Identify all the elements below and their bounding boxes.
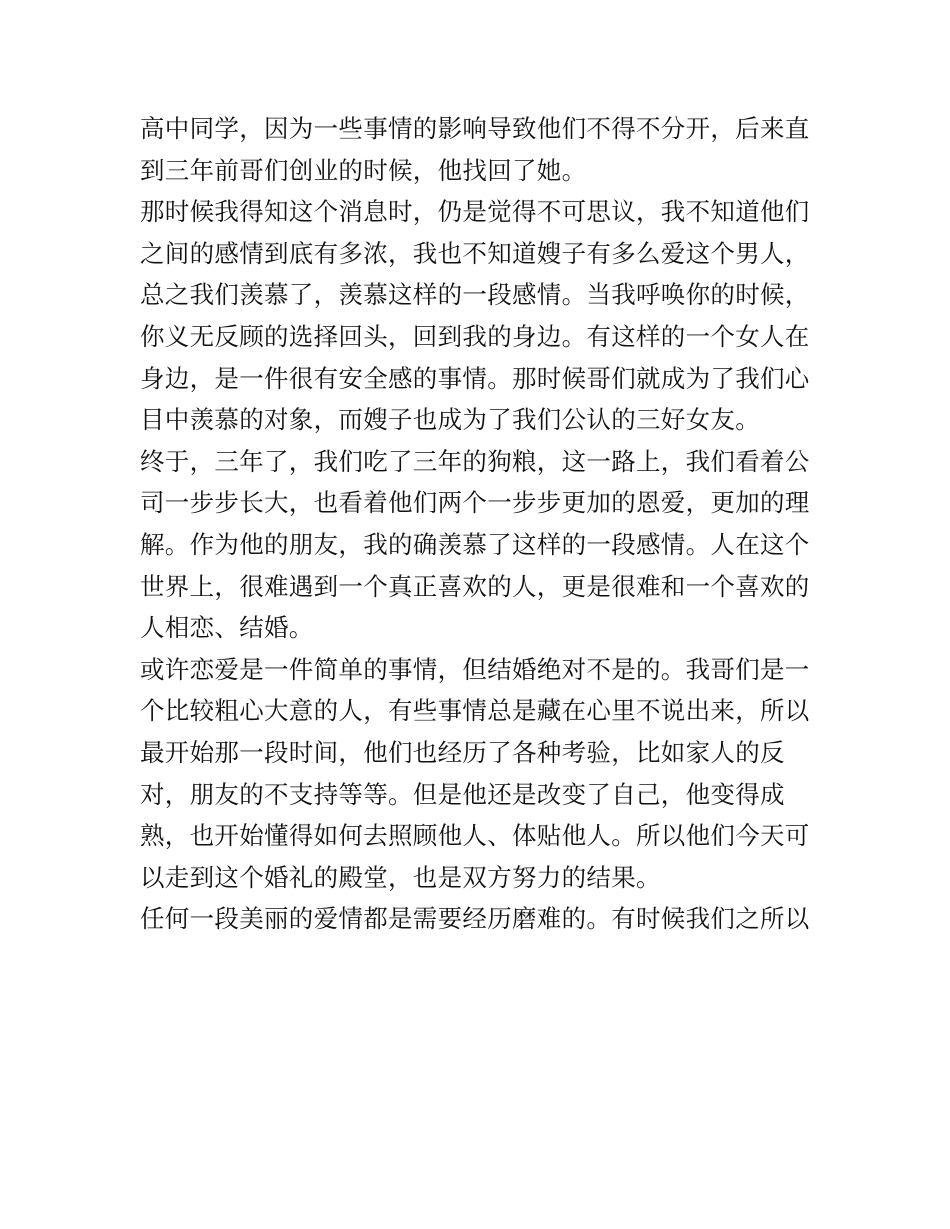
text-line: 人相恋、结婚。 bbox=[140, 613, 314, 643]
text-line: 最开始那一段时间，他们也经历了各种考验，比如家人的反 bbox=[140, 737, 785, 767]
text-line: 熟，也开始懂得如何去照顾他人、体贴他人。所以他们今天可 bbox=[140, 821, 810, 851]
text-line: 到三年前哥们创业的时候，他找回了她。 bbox=[140, 155, 587, 185]
text-line: 世界上，很难遇到一个真正喜欢的人，更是很难和一个喜欢的 bbox=[140, 571, 810, 601]
text-line: 司一步步长大，也看着他们两个一步步更加的恩爱，更加的理 bbox=[140, 488, 810, 518]
text-line: 总之我们羡慕了，羡慕这样的一段感情。当我呼唤你的时候， bbox=[140, 280, 810, 310]
text-line: 目中羡慕的对象，而嫂子也成为了我们公认的三好女友。 bbox=[140, 405, 760, 435]
text-line: 以走到这个婚礼的殿堂，也是双方努力的结果。 bbox=[140, 862, 661, 892]
text-line: 高中同学，因为一些事情的影响导致他们不得不分开，后来直 bbox=[140, 114, 810, 143]
text-line: 对，朋友的不支持等等。但是他还是改变了自己，他变得成 bbox=[140, 779, 785, 809]
text-line: 那时候我得知这个消息时，仍是觉得不可思议，我不知道他们 bbox=[140, 197, 810, 227]
text-line: 或许恋爱是一件简单的事情，但结婚绝对不是的。我哥们是一 bbox=[140, 654, 810, 684]
text-line: 解。作为他的朋友，我的确羡慕了这样的一段感情。人在这个 bbox=[140, 529, 810, 559]
text-line: 你义无反顾的选择回头，回到我的身边。有这样的一个女人在 bbox=[140, 321, 810, 351]
text-line: 终于，三年了，我们吃了三年的狗粮，这一路上，我们看着公 bbox=[140, 446, 810, 476]
text-line: 身边，是一件很有安全感的事情。那时候哥们就成为了我们心 bbox=[140, 363, 810, 393]
document-body bbox=[140, 108, 820, 940]
text-line: 之间的感情到底有多浓，我也不知道嫂子有多么爱这个男人， bbox=[140, 238, 810, 268]
text-line: 任何一段美丽的爱情都是需要经历磨难的。有时候我们之所以 bbox=[140, 904, 810, 934]
text-line: 个比较粗心大意的人，有些事情总是藏在心里不说出来，所以 bbox=[140, 696, 810, 726]
